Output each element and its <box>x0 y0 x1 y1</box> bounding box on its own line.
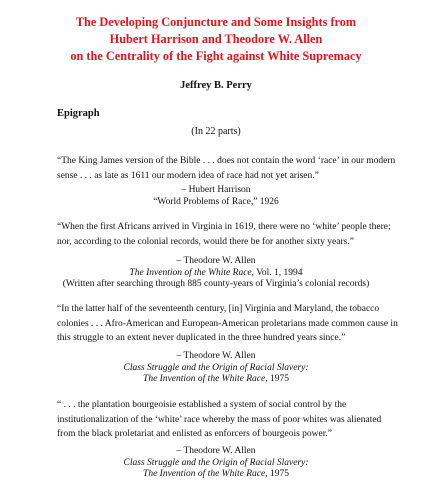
quote-line: from the black proletariat and enlisted as enforcers of bourgeois power.” <box>57 429 332 440</box>
quote-1-attribution <box>0 185 432 208</box>
attribution-year: , 1975 <box>265 374 289 384</box>
quote-3-attribution <box>0 351 432 386</box>
title-line-2: Hubert Harrison and Theodore W. Allen <box>109 32 323 46</box>
attribution-source: “World Problems of Race,” 1926 <box>153 196 279 207</box>
attribution-work-line-1: Class Struggle and the Origin of Racial Slavery: <box>123 457 309 468</box>
title-line-3: on the Centrality of the Fight against White Supremacy <box>70 49 362 63</box>
quote-4-attribution <box>0 446 432 481</box>
attribution-work-title: The Invention of the White Race <box>129 267 252 278</box>
attribution-note: (Written after searching through 885 county-years of Virginia’s colonial records) <box>62 279 370 289</box>
quote-line: institutionalization of the ‘white’ race whereby the mass of poor whites was alienated <box>57 414 382 425</box>
quote-3 <box>57 302 397 346</box>
attribution-work-title: The Invention of the White Race <box>143 469 266 479</box>
attribution-author: – Hubert Harrison <box>181 185 251 195</box>
attribution-work-line-2 <box>0 374 432 386</box>
title-line-1: The Developing Conjuncture and Some Insights from <box>75 15 357 29</box>
epigraph-heading: Epigraph <box>57 108 100 119</box>
quote-4 <box>57 398 397 442</box>
attribution-author: – Theodore W. Allen <box>176 256 256 266</box>
quote-line: “ . . . the plantation bourgeoisie established a system of social control by the <box>57 400 347 410</box>
attribution-work-line-2 <box>0 469 432 481</box>
attribution-work-line-1: Class Struggle and the Origin of Racial Slavery: <box>123 362 309 373</box>
attribution-author: – Theodore W. Allen <box>176 446 256 456</box>
quote-line: “The King James version of the Bible . . . does not contain the word ‘race’ in our modern <box>57 156 396 166</box>
quote-line: “In the latter half of the seventeenth century, [in] Virginia and Maryland, the tobacco <box>57 304 380 314</box>
author-name: Jeffrey B. Perry <box>180 80 252 91</box>
quote-2 <box>57 220 397 249</box>
quote-1 <box>57 154 397 183</box>
attribution-year: , 1975 <box>265 469 289 479</box>
quote-2-attribution <box>0 256 432 291</box>
parts-note: (In 22 parts) <box>191 126 241 137</box>
quote-line: sense . . . as late as 1611 our modern idea of race had not yet arisen.” <box>57 170 319 181</box>
attribution-author: – Theodore W. Allen <box>176 351 256 361</box>
document-title <box>40 14 392 65</box>
quote-line: “When the first Africans arrived in Virginia in 1619, there were no ‘white’ people there; <box>57 222 391 232</box>
attribution-work-line <box>0 268 432 280</box>
attribution-work-suffix: , Vol. 1, 1994 <box>251 267 303 278</box>
attribution-work-title: The Invention of the White Race <box>143 374 266 384</box>
quote-line: nor, according to the colonial records, would there be for another sixty years.” <box>57 236 354 247</box>
quote-line: colonies . . . Afro-American and European-American proletarians made common cause in <box>57 318 398 329</box>
quote-line: this struggle to an extent never duplicated in the three hundred years since.” <box>57 333 346 344</box>
